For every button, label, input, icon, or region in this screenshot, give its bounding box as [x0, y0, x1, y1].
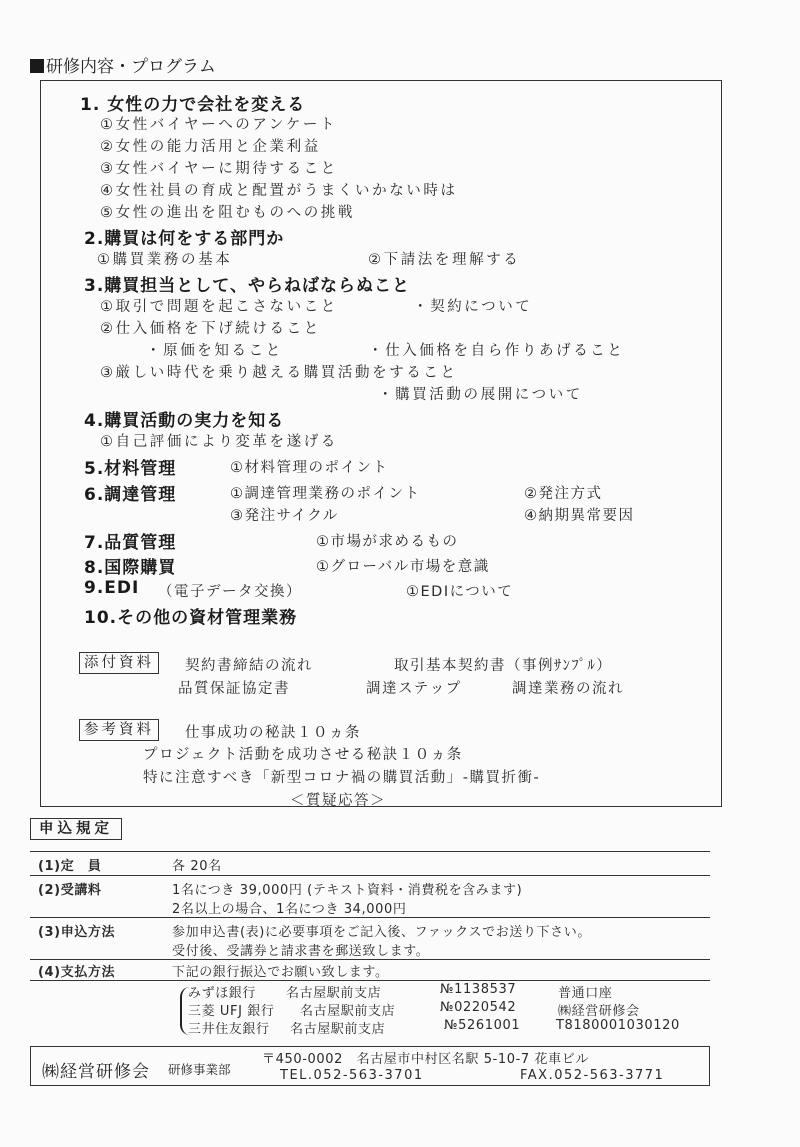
- program-item-1-sub-5: ⑤女性の進出を阻むものへの挑戦: [100, 205, 355, 221]
- method-label: (3)申込方法: [38, 925, 116, 940]
- attachment-2: 取引基本契約書（事例ｻﾝﾌﾟﾙ）: [394, 658, 613, 674]
- capacity-label: (1)定 員: [38, 859, 102, 874]
- program-item-3-sub-1: ①取引で問題を起こさないこと: [100, 299, 338, 315]
- attachment-3: 品質保証協定書: [178, 681, 290, 697]
- program-item-3-title: 3.購買担当として、やらねばならぬこと: [84, 276, 410, 296]
- program-item-1-sub-3: ③女性バイヤーに期待すること: [100, 161, 338, 177]
- divider: [30, 980, 710, 981]
- program-item-6-sub-2: ②発注方式: [524, 486, 603, 502]
- capacity-value: 各 20名: [172, 859, 222, 874]
- reference-3: 特に注意すべき「新型コロナ禍の購買活動」-購買折衝-: [143, 770, 541, 786]
- reference-1: 仕事成功の秘訣１０ヵ条: [185, 725, 361, 741]
- program-item-4-title: 4.購買活動の実力を知る: [84, 411, 285, 431]
- program-item-2-title: 2.購買は何をする部門か: [84, 229, 285, 249]
- program-item-4-sub-1: ①自己評価により変革を遂げる: [100, 434, 338, 450]
- bank-3-number: №5261001: [444, 1018, 521, 1033]
- program-item-1-sub-1: ①女性バイヤーへのアンケート: [100, 117, 338, 133]
- bank-1-extra: 普通口座: [558, 986, 613, 1001]
- program-item-9-sub-1: ①EDIについて: [406, 584, 514, 600]
- program-item-1-title: 1. 女性の力で会社を変える: [80, 95, 306, 115]
- footer-fax: FAX.052-563-3771: [520, 1068, 665, 1083]
- program-item-6-sub-1: ①調達管理業務のポイント: [230, 486, 421, 502]
- divider: [30, 959, 710, 960]
- program-item-6-sub-3: ③発注サイクル: [230, 508, 339, 524]
- fee-line-1: 1名につき 39,000円 (テキスト資料・消費税を含みます): [172, 883, 523, 898]
- bank-3-extra: T8180001030120: [556, 1018, 680, 1033]
- bank-1-branch: 名古屋駅前支店: [286, 986, 382, 1001]
- footer-tel: TEL.052-563-3701: [280, 1068, 424, 1083]
- program-item-3-sub-2a: ・原価を知ること: [146, 343, 283, 359]
- program-item-8-title: 8.国際購買: [84, 558, 177, 578]
- program-item-5-sub-1: ①材料管理のポイント: [230, 460, 389, 476]
- attachments-label: 添付資料: [79, 652, 159, 674]
- program-item-6-sub-4: ④納期異常要因: [524, 508, 635, 524]
- program-item-3-sub-3: ③厳しい時代を乗り越える購買活動をすること: [100, 365, 458, 381]
- fee-line-2: 2名以上の場合、1名につき 34,000円: [172, 902, 407, 917]
- bank-2-extra: ㈱経営研修会: [558, 1004, 640, 1019]
- payment-label: (4)支払方法: [38, 965, 116, 980]
- fee-label: (2)受講料: [38, 883, 102, 898]
- program-item-9-title: 9.EDI: [84, 578, 140, 598]
- divider: [30, 875, 710, 876]
- bank-3-name: 三井住友銀行: [188, 1022, 270, 1037]
- divider: [30, 917, 710, 918]
- bank-3-branch: 名古屋駅前支店: [290, 1022, 386, 1037]
- program-item-3-sub-3b: ・購買活動の展開について: [378, 387, 583, 403]
- program-item-7-title: 7.品質管理: [84, 533, 177, 553]
- program-item-3-sub-2b: ・仕入価格を自ら作りあげること: [368, 343, 625, 359]
- bank-1-number: №1138537: [440, 982, 517, 997]
- payment-line-1: 下記の銀行振込でお願い致します。: [172, 965, 389, 980]
- footer-company: ㈱経営研修会: [42, 1062, 150, 1082]
- bank-1-name: みずほ銀行: [188, 986, 257, 1001]
- footer-address: 〒450-0002 名古屋市中村区名駅 5-10-7 花車ビル: [262, 1052, 589, 1067]
- section-title: 研修内容・プログラム: [30, 52, 216, 77]
- attachment-5: 調達業務の流れ: [512, 681, 624, 697]
- program-item-10-title: 10.その他の資材管理業務: [84, 608, 298, 628]
- program-item-3-sub-1b: ・契約について: [413, 299, 533, 315]
- bank-2-name: 三菱 UFJ 銀行: [188, 1004, 275, 1019]
- program-item-5-title: 5.材料管理: [84, 459, 177, 479]
- method-line-2: 受付後、受講券と請求書を郵送致します。: [172, 944, 430, 959]
- bank-2-branch: 名古屋駅前支店: [300, 1004, 396, 1019]
- reference-4: ＜質疑応答＞: [290, 793, 386, 809]
- reference-2: プロジェクト活動を成功させる秘訣１０ヵ条: [143, 747, 463, 763]
- program-item-2-sub-1: ①購買業務の基本: [97, 252, 233, 268]
- program-item-1-sub-2: ②女性の能力活用と企業利益: [100, 139, 321, 155]
- program-item-1-sub-4: ④女性社員の育成と配置がうまくいかない時は: [100, 183, 458, 199]
- attachment-1: 契約書締結の流れ: [185, 658, 313, 674]
- program-item-6-title: 6.調達管理: [84, 485, 177, 505]
- bank-2-number: №0220542: [440, 1000, 517, 1015]
- program-item-3-sub-2: ②仕入価格を下げ続けること: [100, 321, 321, 337]
- attachment-4: 調達ステップ: [366, 681, 462, 697]
- footer-dept: 研修事業部: [168, 1062, 231, 1077]
- references-label: 参考資料: [79, 719, 159, 741]
- program-item-8-sub-1: ①グローバル市場を意識: [316, 559, 490, 575]
- application-title: 申込規定: [30, 818, 122, 840]
- square-bullet-icon: [30, 59, 44, 73]
- program-item-2-sub-2: ②下請法を理解する: [368, 252, 521, 268]
- divider: [30, 851, 710, 852]
- method-line-1: 参加申込書(表)に必要事項をご記入後、ファックスでお送り下さい。: [172, 925, 591, 940]
- program-item-7-sub-1: ①市場が求めるもの: [316, 534, 459, 550]
- program-item-9-paren: （電子データ交換）: [158, 584, 302, 600]
